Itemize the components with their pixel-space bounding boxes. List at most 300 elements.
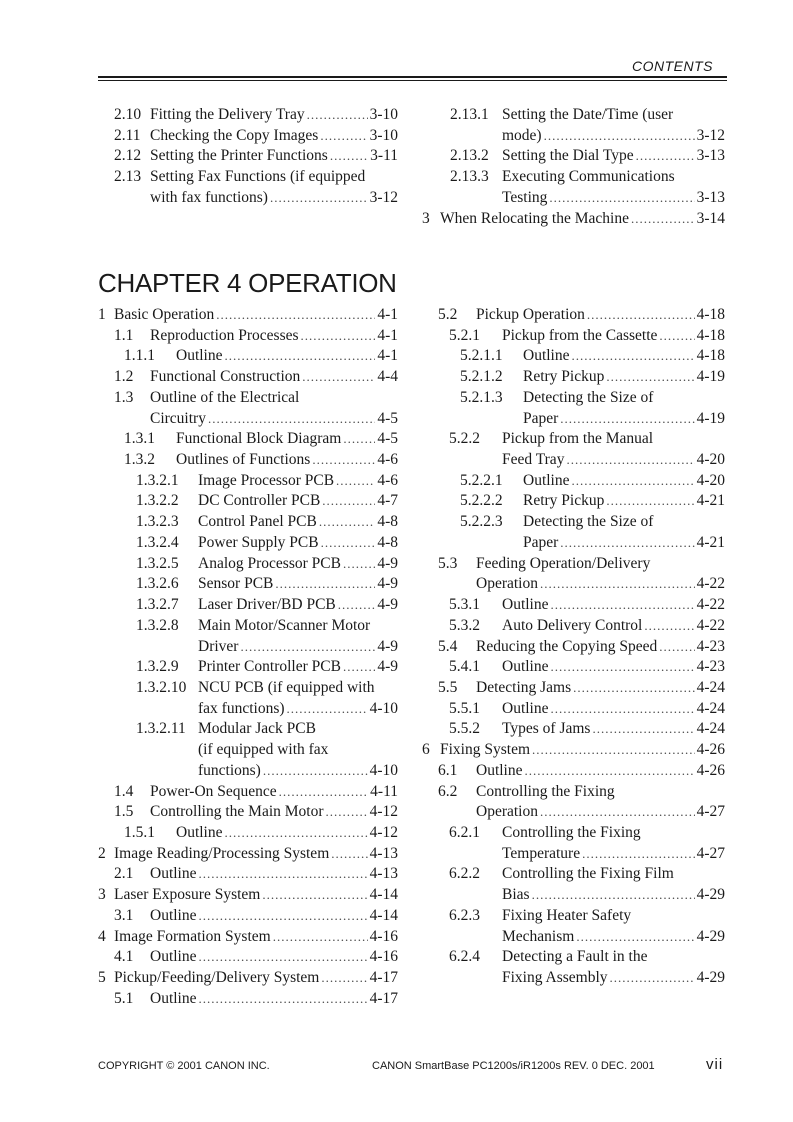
- toc-entry-title: Outline: [176, 824, 223, 841]
- toc-entry-number: 2.13.3: [450, 168, 489, 186]
- toc-leader-dots: [312, 452, 375, 468]
- toc-entry-number: 1.3.2.1: [136, 471, 179, 489]
- toc-page-number: 4-23: [696, 658, 725, 676]
- toc-leader-dots: [263, 763, 368, 779]
- toc-entry: [136, 492, 398, 513]
- toc-leader-dots: [549, 190, 694, 206]
- toc-page-number: 4-24: [696, 720, 725, 738]
- toc-entry-title: (if equipped with fax: [198, 741, 329, 759]
- toc-leader-dots: [606, 493, 694, 509]
- toc-entry-number: 5.2.2.3: [460, 513, 503, 531]
- toc-page-number: 4-1: [377, 326, 398, 344]
- toc-leader-dots: [287, 701, 368, 717]
- toc-entry-title: Controlling the Fixing: [476, 782, 615, 800]
- toc-leader-dots: [636, 148, 695, 164]
- toc-entry-number: 4.1: [114, 948, 134, 966]
- toc-entry-number: 2.13.2: [450, 147, 489, 165]
- toc-entry: [438, 306, 725, 327]
- toc-entry-number: 5.4: [438, 637, 458, 655]
- toc-page-number: 4-8: [377, 533, 398, 551]
- toc-entry: [124, 347, 398, 368]
- toc-entry-title: Detecting Jams: [476, 678, 572, 696]
- toc-entry: [98, 886, 398, 907]
- toc-entry-title: Laser Exposure System: [114, 886, 261, 904]
- toc-entry-number: 4: [98, 927, 106, 945]
- toc-entry: [449, 948, 725, 969]
- toc-entry-title: Outline: [150, 906, 197, 924]
- toc-page-number: 4-9: [377, 575, 398, 593]
- header-rule-thin: [98, 80, 727, 81]
- toc-entry: [136, 679, 398, 700]
- toc-entry: [450, 127, 725, 148]
- toc-entry-title: Main Motor/Scanner Motor: [198, 616, 371, 634]
- toc-page-number: 4-24: [696, 699, 725, 717]
- toc-entry-title: Operation: [476, 803, 538, 821]
- toc-leader-dots: [560, 535, 694, 551]
- toc-entry-number: 1.3.2.4: [136, 533, 179, 551]
- toc-leader-dots: [270, 190, 368, 206]
- toc-leader-dots: [326, 804, 368, 820]
- toc-entry-title: When Relocating the Machine: [440, 209, 629, 227]
- toc-page-number: 4-16: [369, 927, 398, 945]
- toc-leader-dots: [307, 107, 368, 123]
- toc-leader-dots: [572, 348, 695, 364]
- toc-entry: [449, 700, 725, 721]
- toc-entry-number: 1.3.2.2: [136, 492, 179, 510]
- toc-entry: [136, 513, 398, 534]
- chapter-title: CHAPTER 4 OPERATION: [98, 268, 397, 298]
- toc-entry: [450, 106, 725, 127]
- toc-leader-dots: [540, 576, 695, 592]
- toc-page-number: 4-18: [696, 326, 725, 344]
- toc-entry-number: 5.2.2.2: [460, 492, 503, 510]
- toc-entry: [136, 617, 398, 638]
- toc-leader-dots: [644, 618, 694, 634]
- toc-entry: [98, 928, 398, 949]
- toc-page-number: 4-14: [369, 906, 398, 924]
- toc-entry-title: NCU PCB (if equipped with: [198, 678, 375, 696]
- toc-entry-number: 1.5: [114, 803, 134, 821]
- toc-entry: [450, 147, 725, 168]
- toc-entry-number: 2.13.1: [450, 106, 489, 123]
- toc-entry-title: Pickup/Feeding/Delivery System: [114, 969, 320, 987]
- toc-page-number: 4-26: [696, 761, 725, 779]
- toc-entry-title: Mechanism: [502, 927, 575, 945]
- header-rule: [98, 76, 727, 78]
- footer-model: CANON SmartBase PC1200s/iR1200s REV. 0 DEC. 2001: [372, 1060, 655, 1072]
- toc-entry: [460, 410, 725, 431]
- toc-entry: [449, 865, 725, 886]
- toc-entry: [136, 555, 398, 576]
- toc-page-number: 4-17: [369, 989, 398, 1007]
- toc-leader-dots: [322, 493, 375, 509]
- toc-entry-number: 1.3.2: [124, 451, 155, 469]
- toc-page-number: 4-20: [696, 471, 725, 489]
- toc-leader-dots: [321, 535, 376, 551]
- toc-entry-title: Circuitry: [150, 409, 206, 427]
- toc-entry-number: 2.1: [114, 865, 134, 883]
- toc-leader-dots: [576, 929, 694, 945]
- toc-entry-number: 2: [98, 844, 106, 862]
- toc-entry-number: 1.3.2.9: [136, 658, 179, 676]
- toc-leader-dots: [551, 659, 695, 675]
- toc-page-number: 4-27: [696, 803, 725, 821]
- toc-entry-title: Auto Delivery Control: [502, 616, 643, 634]
- toc-entry: [449, 658, 725, 679]
- toc-page-number: 4-14: [369, 886, 398, 904]
- toc-entry-number: 3.1: [114, 906, 134, 924]
- toc-entry-title: Printer Controller PCB: [198, 658, 341, 676]
- toc-leader-dots: [279, 784, 368, 800]
- toc-entry: [438, 679, 725, 700]
- toc-entry: [449, 886, 725, 907]
- toc-entry: [449, 720, 725, 741]
- toc-page-number: 4-20: [696, 451, 725, 469]
- toc-entry-number: 5.2.2: [449, 430, 480, 448]
- toc-entry-number: 1.3.2.11: [136, 720, 186, 738]
- toc-entry: [136, 658, 398, 679]
- toc-entry-title: Control Panel PCB: [198, 513, 317, 531]
- toc-page-number: 4-9: [377, 637, 398, 655]
- toc-entry-title: Controlling the Fixing Film: [502, 865, 674, 883]
- toc-entry-number: 1.3.2.5: [136, 554, 179, 572]
- toc-entry-number: 6.2.1: [449, 824, 480, 841]
- toc-entry: [460, 492, 725, 513]
- toc-entry-number: 1.3.1: [124, 430, 155, 448]
- toc-entry-number: 5.2: [438, 306, 458, 323]
- toc-leader-dots: [302, 369, 375, 385]
- toc-entry: [438, 783, 725, 804]
- toc-page-number: 3-12: [696, 126, 725, 144]
- toc-page-number: 4-29: [696, 886, 725, 904]
- toc-page-number: 4-16: [369, 948, 398, 966]
- toc-entry: [114, 948, 398, 969]
- toc-entry: [124, 430, 398, 451]
- toc-entry: [114, 189, 398, 210]
- toc-entry-title: Feed Tray: [502, 451, 565, 469]
- toc-leader-dots: [551, 597, 695, 613]
- toc-entry: [449, 845, 725, 866]
- toc-entry-number: 5.3: [438, 554, 458, 572]
- toc-leader-dots: [216, 307, 375, 323]
- toc-page-number: 4-29: [696, 927, 725, 945]
- toc-entry-title: Outline of the Electrical: [150, 388, 300, 406]
- toc-entry: [450, 189, 725, 210]
- toc-entry: [438, 575, 725, 596]
- toc-entry: [114, 147, 398, 168]
- toc-entry-number: 6.2: [438, 782, 458, 800]
- toc-entry-title: Outline: [150, 989, 197, 1007]
- toc-entry-number: 5.5: [438, 678, 458, 696]
- toc-entry-title: Pickup from the Cassette: [502, 326, 658, 344]
- toc-entry: [449, 907, 725, 928]
- toc-entry: [114, 410, 398, 431]
- toc-entry: [460, 513, 725, 534]
- toc-entry-number: 1.3: [114, 388, 134, 406]
- toc-entry-number: 2.10: [114, 106, 142, 123]
- footer-page-number: vii: [706, 1056, 724, 1073]
- toc-entry: [114, 327, 398, 348]
- toc-entry: [136, 534, 398, 555]
- toc-leader-dots: [587, 307, 695, 323]
- toc-page-number: 4-17: [369, 969, 398, 987]
- toc-entry-title: Bias: [502, 886, 530, 904]
- toc-entry-title: Driver: [198, 637, 239, 655]
- toc-entry-title: Pickup Operation: [476, 306, 585, 323]
- toc-entry: [136, 700, 398, 721]
- toc-entry-number: 3: [422, 209, 430, 227]
- toc-entry-number: 2.13: [114, 168, 142, 186]
- toc-entry-title: Fixing Heater Safety: [502, 906, 632, 924]
- toc-entry: [136, 762, 398, 783]
- toc-entry-title: Analog Processor PCB: [198, 554, 341, 572]
- toc-leader-dots: [631, 211, 695, 227]
- toc-entry: [124, 824, 398, 845]
- page-header: [98, 56, 727, 80]
- toc-entry-title: Paper: [523, 533, 559, 551]
- toc-page-number: 4-1: [377, 347, 398, 365]
- toc-entry: [460, 368, 725, 389]
- toc-page-number: 4-6: [377, 451, 398, 469]
- toc-entry: [98, 306, 398, 327]
- toc-entry-number: 5.3.2: [449, 616, 480, 634]
- toc-entry-title: Image Processor PCB: [198, 471, 335, 489]
- toc-entry: [460, 534, 725, 555]
- toc-entry-number: 5.2.1: [449, 326, 480, 344]
- toc-leader-dots: [592, 721, 694, 737]
- toc-entry-title: Image Formation System: [114, 927, 271, 945]
- toc-leader-dots: [321, 970, 367, 986]
- toc-entry-title: Image Reading/Processing System: [114, 844, 330, 862]
- toc-leader-dots: [560, 411, 694, 427]
- toc-leader-dots: [199, 991, 368, 1007]
- toc-page-number: 4-11: [370, 782, 398, 800]
- toc-page-number: 4-22: [696, 575, 725, 593]
- toc-entry: [438, 762, 725, 783]
- toc-leader-dots: [208, 411, 375, 427]
- toc-entry-title: Outline: [150, 865, 197, 883]
- toc-entry-number: 5.5.2: [449, 720, 480, 738]
- toc-page-number: 4-6: [377, 471, 398, 489]
- toc-page-number: 4-27: [696, 844, 725, 862]
- toc-entry-number: 5.2.1.3: [460, 388, 503, 406]
- toc-entry-title: DC Controller PCB: [198, 492, 321, 510]
- toc-entry-title: Operation: [476, 575, 538, 593]
- toc-page-number: 4-23: [696, 637, 725, 655]
- toc-page-number: 3-10: [369, 106, 398, 123]
- toc-entry-title: Power-On Sequence: [150, 782, 277, 800]
- toc-leader-dots: [301, 328, 376, 344]
- toc-entry-title: Controlling the Main Motor: [150, 803, 324, 821]
- toc-entry: [114, 803, 398, 824]
- toc-page-number: 3-13: [696, 147, 725, 165]
- toc-leader-dots: [275, 576, 375, 592]
- toc-page-number: 4-29: [696, 969, 725, 987]
- toc-page-number: 4-5: [377, 430, 398, 448]
- toc-leader-dots: [262, 887, 367, 903]
- toc-page-number: 3-14: [696, 209, 725, 227]
- toc-entry: [114, 127, 398, 148]
- toc-page-number: 3-13: [696, 188, 725, 206]
- toc-entry-title: Outline: [476, 761, 523, 779]
- toc-entry-title: Setting Fax Functions (if equipped: [150, 168, 366, 186]
- toc-entry: [114, 865, 398, 886]
- toc-entry: [438, 555, 725, 576]
- toc-entry-title: mode): [502, 126, 542, 144]
- toc-entry: [460, 389, 725, 410]
- toc-entry-number: 6.2.3: [449, 906, 480, 924]
- toc-entry-title: Detecting the Size of: [523, 513, 654, 531]
- toc-entry: [450, 168, 725, 189]
- toc-entry: [114, 106, 398, 127]
- toc-entry: [449, 928, 725, 949]
- toc-entry-title: Setting the Date/Time (user: [502, 106, 674, 123]
- toc-entry: [422, 741, 725, 762]
- toc-leader-dots: [338, 597, 376, 613]
- toc-entry: [136, 596, 398, 617]
- toc-leader-dots: [330, 148, 368, 164]
- toc-entry-title: Functional Construction: [150, 368, 301, 386]
- toc-entry-title: Setting the Dial Type: [502, 147, 634, 165]
- toc-page-number: 4-24: [696, 678, 725, 696]
- toc-page-number: 4-4: [377, 368, 398, 386]
- toc-entry-number: 1.3.2.10: [136, 678, 187, 696]
- toc-entry: [449, 617, 725, 638]
- toc-entry-title: Types of Jams: [502, 720, 591, 738]
- toc-leader-dots: [532, 742, 695, 758]
- toc-entry-title: Setting the Printer Functions: [150, 147, 328, 165]
- toc-page-number: 4-18: [696, 347, 725, 365]
- toc-entry-number: 1.1: [114, 326, 134, 344]
- toc-entry-title: Detecting a Fault in the: [502, 948, 648, 966]
- toc-leader-dots: [331, 846, 367, 862]
- toc-entry-number: 6.2.2: [449, 865, 480, 883]
- toc-page-number: 4-10: [369, 761, 398, 779]
- toc-entry-number: 6.2.4: [449, 948, 480, 966]
- toc-entry-title: Power Supply PCB: [198, 533, 319, 551]
- toc-entry-title: Outlines of Functions: [176, 451, 311, 469]
- toc-leader-dots: [240, 639, 375, 655]
- toc-entry-number: 5.2.2.1: [460, 471, 503, 489]
- toc-leader-dots: [199, 908, 368, 924]
- toc-page-number: 4-21: [696, 492, 725, 510]
- toc-leader-dots: [551, 701, 695, 717]
- toc-entry-title: Fitting the Delivery Tray: [150, 106, 305, 123]
- toc-entry-number: 1.1.1: [124, 347, 155, 365]
- toc-entry-title: Paper: [523, 409, 559, 427]
- toc-entry: [114, 783, 398, 804]
- toc-page-number: 4-8: [377, 513, 398, 531]
- toc-leader-dots: [273, 929, 368, 945]
- toc-entry-number: 1.2: [114, 368, 134, 386]
- toc-entry-title: Outline: [502, 699, 549, 717]
- toc-entry-number: 1.3.2.8: [136, 616, 179, 634]
- toc-page-number: 4-19: [696, 368, 725, 386]
- toc-entry-number: 3: [98, 886, 106, 904]
- toc-entry: [98, 845, 398, 866]
- toc-entry-number: 1.5.1: [124, 824, 155, 841]
- toc-leader-dots: [343, 659, 375, 675]
- toc-page-number: 4-22: [696, 596, 725, 614]
- toc-leader-dots: [320, 128, 367, 144]
- toc-entry: [449, 824, 725, 845]
- toc-page-number: 3-11: [370, 147, 398, 165]
- toc-entry-title: Retry Pickup: [523, 368, 605, 386]
- toc-entry-title: Outline: [523, 471, 570, 489]
- toc-leader-dots: [572, 473, 695, 489]
- toc-entry-title: Detecting the Size of: [523, 388, 654, 406]
- toc-entry: [136, 638, 398, 659]
- toc-leader-dots: [319, 514, 375, 530]
- toc-entry: [98, 969, 398, 990]
- toc-leader-dots: [544, 128, 695, 144]
- toc-entry-number: 5.2.1.2: [460, 368, 503, 386]
- toc-page-number: 4-12: [369, 824, 398, 841]
- toc-entry-number: 5.2.1.1: [460, 347, 503, 365]
- toc-entry: [136, 472, 398, 493]
- toc-entry: [438, 803, 725, 824]
- toc-page-number: 4-9: [377, 554, 398, 572]
- toc-entry: [136, 575, 398, 596]
- toc-entry-title: Feeding Operation/Delivery: [476, 554, 651, 572]
- toc-leader-dots: [606, 369, 694, 385]
- toc-entry-title: Functional Block Diagram: [176, 430, 342, 448]
- toc-entry-number: 1.3.2.7: [136, 596, 179, 614]
- toc-entry: [114, 990, 398, 1011]
- toc-page-number: 3-10: [369, 126, 398, 144]
- toc-entry: [114, 907, 398, 928]
- toc-page-number: 4-21: [696, 533, 725, 551]
- toc-leader-dots: [659, 639, 694, 655]
- toc-entry-title: Executing Communications: [502, 168, 675, 186]
- toc-page-number: 4-9: [377, 596, 398, 614]
- toc-page-number: 3-12: [369, 188, 398, 206]
- header-title: CONTENTS: [632, 58, 713, 74]
- toc-entry: [460, 347, 725, 368]
- toc-entry: [449, 451, 725, 472]
- toc-entry-title: Modular Jack PCB: [198, 720, 316, 738]
- toc-leader-dots: [610, 970, 695, 986]
- toc-entry-title: Outline: [502, 596, 549, 614]
- toc-page-number: 4-19: [696, 409, 725, 427]
- toc-leader-dots: [199, 949, 368, 965]
- toc-leader-dots: [525, 763, 695, 779]
- toc-entry-number: 2.12: [114, 147, 142, 165]
- toc-entry: [136, 741, 398, 762]
- toc-entry-title: fax functions): [198, 699, 285, 717]
- toc-leader-dots: [532, 887, 695, 903]
- toc-entry-title: Fixing Assembly: [502, 969, 608, 987]
- toc-entry-number: 1.3.2.6: [136, 575, 179, 593]
- toc-entry-title: Basic Operation: [114, 306, 215, 323]
- toc-entry: [449, 596, 725, 617]
- toc-leader-dots: [336, 473, 375, 489]
- toc-entry-title: Laser Driver/BD PCB: [198, 596, 336, 614]
- toc-entry-number: 5.4.1: [449, 658, 480, 676]
- toc-entry-title: Sensor PCB: [198, 575, 274, 593]
- toc-entry-title: Outline: [176, 347, 223, 365]
- toc-entry-number: 1.4: [114, 782, 134, 800]
- toc-entry-number: 5.5.1: [449, 699, 480, 717]
- toc-leader-dots: [659, 328, 694, 344]
- toc-leader-dots: [199, 866, 368, 882]
- toc-entry: [449, 327, 725, 348]
- toc-entry-title: Testing: [502, 188, 548, 206]
- toc-entry: [449, 969, 725, 990]
- toc-leader-dots: [540, 804, 695, 820]
- toc-page-number: 4-18: [696, 306, 725, 323]
- toc-entry-number: 5.3.1: [449, 596, 480, 614]
